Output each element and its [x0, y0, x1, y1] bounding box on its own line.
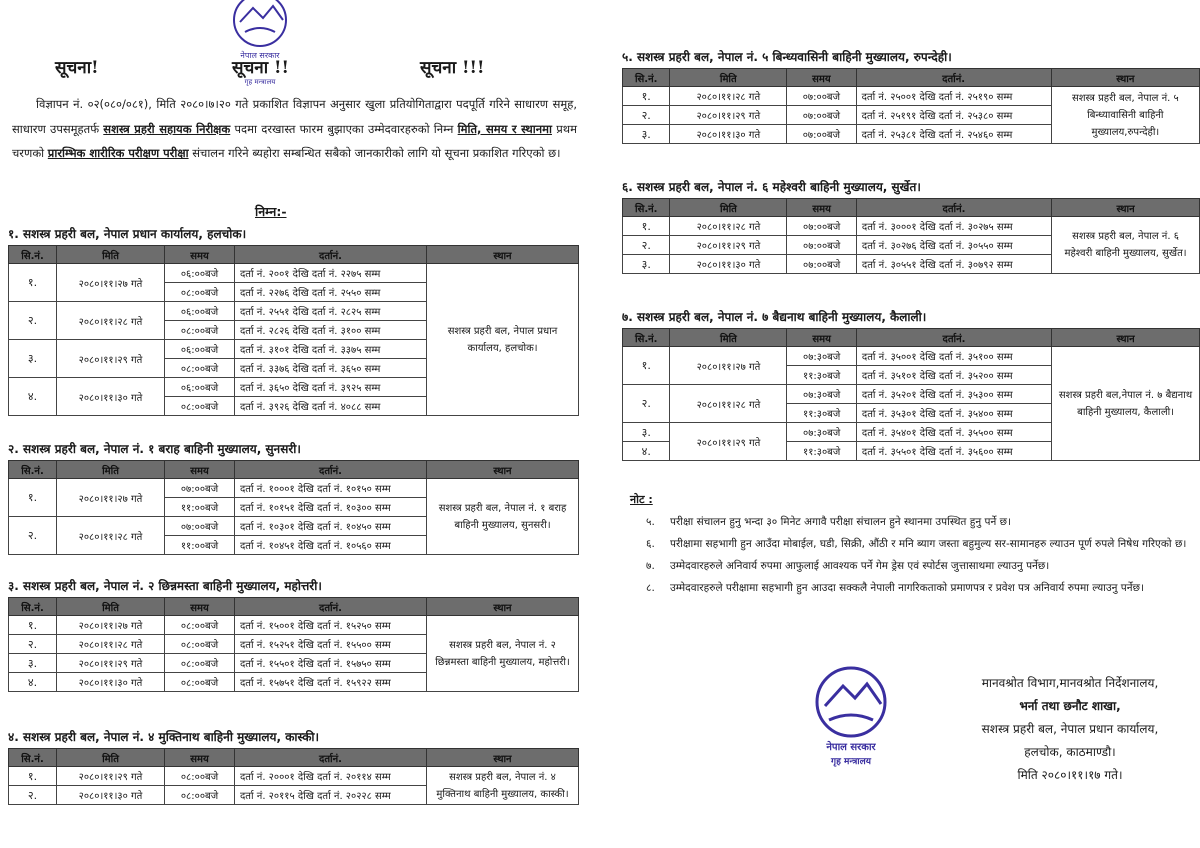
exam-date: २०८०।११।२७ गते [57, 616, 165, 635]
column-header: दर्तानं. [235, 598, 427, 616]
schedule-table [622, 198, 1200, 274]
registration-range: दर्ता नं. ३०५५१ देखि दर्ता नं. ३०७९२ सम्म [856, 255, 1051, 274]
exam-time: ११:३०बजे [787, 442, 856, 461]
column-header: दर्तानं. [856, 199, 1051, 217]
note-text: परीक्षा संचालन हुनु भन्दा ३० मिनेट अगावै परीक्षा संचालन हुने स्थानमा उपस्थित हुनु पर्ने छ। [670, 516, 1011, 528]
serial-number: २. [9, 517, 57, 555]
exam-date: २०८०।११।२८ गते [57, 635, 165, 654]
registration-range: दर्ता नं. ३९२६ देखि दर्ता नं. ४०८८ सम्म [235, 397, 427, 416]
schedule-section [8, 577, 579, 692]
registration-range: दर्ता नं. १०००१ देखि दर्ता नं. १०१५० सम्म [235, 479, 427, 498]
exam-date: २०८०।११।३० गते [57, 378, 165, 416]
note-text: परीक्षामा सहभागी हुन आउँदा मोबाईल, घडी, सिक्री, औंठी र मनि ब्याग जस्ता बहुमुल्य सर-सामानहरु ल्याउन पूर्ण रुपले निषेध गरिएको छ। [670, 538, 1187, 550]
exam-date: २०८०।११।३० गते [670, 125, 787, 144]
exam-time: ०७:००बजे [165, 479, 235, 498]
column-header: सि.नं. [9, 246, 57, 264]
exam-time: ०८:००बजे [165, 397, 235, 416]
notice-label: सूचना! [55, 58, 99, 78]
section-title: ६. सशस्त्र प्रहरी बल, नेपाल नं. ६ महेश्वरी बाहिनी मुख्यालय, सुर्खेत। [622, 180, 921, 194]
signature-line: सशस्त्र प्रहरी बल, नेपाल प्रधान कार्यालय, [981, 722, 1159, 736]
exam-date: २०८०।११।३० गते [57, 786, 165, 805]
schedule-table [622, 68, 1200, 144]
notice-header [0, 55, 600, 85]
serial-number: १. [9, 616, 57, 635]
serial-number: २. [9, 635, 57, 654]
schedule-table [8, 748, 579, 805]
table-header-row [9, 461, 579, 479]
exam-date: २०८०।११।२८ गते [670, 385, 787, 423]
column-header: मिति [670, 329, 787, 347]
exam-time: ०७:००बजे [787, 255, 856, 274]
post-name: सशस्त्र प्रहरी सहायक निरीक्षक [103, 121, 231, 136]
official-seal-icon [205, 0, 315, 100]
table-row [623, 87, 1200, 106]
stamp-text: नेपाल सरकार [240, 51, 280, 60]
column-header: समय [165, 598, 235, 616]
registration-range: दर्ता नं. २५००१ देखि दर्ता नं. २५१९० सम्म [856, 87, 1051, 106]
note-item [646, 555, 1190, 577]
exam-date: २०८०।११।२७ गते [670, 347, 787, 385]
exam-time: ०८:००बजे [165, 321, 235, 340]
exam-time: ०७:००बजे [787, 87, 856, 106]
signature-block [945, 672, 1195, 787]
exam-time: ०८:००बजे [165, 673, 235, 692]
column-header: समय [787, 329, 856, 347]
column-header: सि.नं. [623, 69, 670, 87]
column-header: सि.नं. [9, 461, 57, 479]
exam-venue: सशस्त्र प्रहरी बल, नेपाल नं. २ छिन्नमस्ता बाहिनी मुख्यालय, महोत्तरी। [427, 616, 579, 692]
schedule-section [622, 48, 1200, 144]
column-header: सि.नं. [623, 329, 670, 347]
exam-time: ०७:००बजे [787, 217, 856, 236]
column-header: मिति [57, 749, 165, 767]
registration-range: दर्ता नं. २००१ देखि दर्ता नं. २२७५ सम्म [235, 264, 427, 283]
registration-range: दर्ता नं. ३०००१ देखि दर्ता नं. ३०२७५ सम्म [856, 217, 1051, 236]
column-header: समय [165, 461, 235, 479]
notice-label: सूचना !!! [420, 58, 485, 78]
exam-time: ०६:००बजे [165, 264, 235, 283]
table-row [9, 479, 579, 498]
exam-venue: सशस्त्र प्रहरी बल,नेपाल नं. ७ बैद्यनाथ बाहिनी मुख्यालय, कैलाली। [1052, 347, 1200, 461]
column-header: दर्तानं. [235, 246, 427, 264]
signature-line: हलचोक, काठमाण्डौ। [1024, 745, 1116, 759]
registration-range: दर्ता नं. २५१९१ देखि दर्ता नं. २५३८० सम्म [856, 106, 1051, 125]
registration-range: दर्ता नं. २०००१ देखि दर्ता नं. २०११४ सम्म [235, 767, 427, 786]
exam-venue: सशस्त्र प्रहरी बल, नेपाल नं. ५ बिन्ध्यावासिनी बाहिनी मुख्यालय,रुपन्देही। [1051, 87, 1199, 144]
exam-venue: सशस्त्र प्रहरी बल, नेपाल नं. १ बराह बाहिनी मुख्यालय, सुनसरी। [427, 479, 579, 555]
registration-range: दर्ता नं. ३५२०१ देखि दर्ता नं. ३५३०० सम्म [856, 385, 1051, 404]
when-where: मिति, समय र स्थानमा [457, 121, 552, 136]
exam-venue: सशस्त्र प्रहरी बल, नेपाल नं. ६ महेश्वरी बाहिनी मुख्यालय, सुर्खेत। [1052, 217, 1200, 274]
note-number: ५. [646, 516, 655, 528]
column-header: स्थान [427, 246, 579, 264]
registration-range: दर्ता नं. १०४५१ देखि दर्ता नं. १०५६० सम्म [235, 536, 427, 555]
section-title: १. सशस्त्र प्रहरी बल, नेपाल प्रधान कार्यालय, हलचोक। [8, 227, 247, 241]
column-header: स्थान [427, 598, 579, 616]
registration-range: दर्ता नं. २०११५ देखि दर्ता नं. २०२२८ सम्म [235, 786, 427, 805]
exam-date: २०८०।११।२८ गते [670, 217, 787, 236]
table-header-row [9, 246, 579, 264]
registration-range: दर्ता नं. ३१०१ देखि दर्ता नं. ३३७५ सम्म [235, 340, 427, 359]
serial-number: १. [9, 479, 57, 517]
registration-range: दर्ता नं. ३५१०१ देखि दर्ता नं. ३५२०० सम्म [856, 366, 1051, 385]
registration-range: दर्ता नं. ३५३०१ देखि दर्ता नं. ३५४०० सम्म [856, 404, 1051, 423]
column-header: मिति [670, 199, 787, 217]
note-number: ६. [646, 538, 655, 550]
serial-number: ३. [623, 125, 670, 144]
registration-range: दर्ता नं. २५५१ देखि दर्ता नं. २८२५ सम्म [235, 302, 427, 321]
column-header: मिति [57, 246, 165, 264]
table-row [623, 217, 1200, 236]
exam-time: ०६:००बजे [165, 340, 235, 359]
exam-date: २०८०।११।२८ गते [57, 302, 165, 340]
exam-time: ०८:००बजे [165, 767, 235, 786]
column-header: समय [165, 246, 235, 264]
exam-time: ०८:००बजे [165, 283, 235, 302]
exam-time: ०७:००बजे [787, 106, 856, 125]
notes-list [630, 511, 1190, 599]
table-row [9, 264, 579, 283]
stamp-text: गृह मन्त्रालय [831, 757, 871, 767]
exam-time: ०७:००बजे [787, 236, 856, 255]
column-header: सि.नं. [9, 749, 57, 767]
column-header: समय [787, 69, 856, 87]
schedule-table [622, 328, 1200, 461]
exam-time: ११:३०बजे [787, 404, 856, 423]
table-row [9, 616, 579, 635]
registration-range: दर्ता नं. १०३०१ देखि दर्ता नं. १०४५० सम्म [235, 517, 427, 536]
table-header-row [623, 69, 1200, 87]
serial-number: २. [9, 302, 57, 340]
schedule-table [8, 245, 579, 416]
table-header-row [623, 329, 1200, 347]
serial-number: ४. [623, 442, 670, 461]
exam-date: २०८०।११।२७ गते [57, 264, 165, 302]
exam-venue: सशस्त्र प्रहरी बल, नेपाल नं. ४ मुक्तिनाथ बाहिनी मुख्यालय, कास्की। [427, 767, 579, 805]
exam-time: ०६:००बजे [165, 378, 235, 397]
registration-range: दर्ता नं. ३३७६ देखि दर्ता नं. ३६५० सम्म [235, 359, 427, 378]
column-header: समय [787, 199, 856, 217]
exam-time: ११:००बजे [165, 498, 235, 517]
table-header-row [9, 749, 579, 767]
table-row [623, 347, 1200, 366]
exam-date: २०८०।११।२९ गते [57, 654, 165, 673]
schedule-section [8, 440, 579, 555]
signature-date: मिति २०८०।११।१७ गते। [1017, 768, 1123, 782]
serial-number: २. [9, 786, 57, 805]
exam-time: ११:००बजे [165, 536, 235, 555]
schedule-section [622, 178, 1200, 274]
exam-date: २०८०।११।२९ गते [57, 767, 165, 786]
official-seal-icon [785, 660, 925, 795]
serial-number: १. [9, 264, 57, 302]
column-header: समय [165, 749, 235, 767]
exam-date: २०८०।११।२८ गते [57, 517, 165, 555]
column-header: स्थान [1052, 329, 1200, 347]
registration-range: दर्ता नं. ३५००१ देखि दर्ता नं. ३५१०० सम्म [856, 347, 1051, 366]
exam-date: २०८०।११।२८ गते [670, 87, 787, 106]
column-header: दर्तानं. [856, 69, 1051, 87]
registration-range: दर्ता नं. ३५४०१ देखि दर्ता नं. ३५५०० सम्म [856, 423, 1051, 442]
exam-time: ०७:३०बजे [787, 385, 856, 404]
serial-number: २. [623, 106, 670, 125]
registration-range: दर्ता नं. १५७५१ देखि दर्ता नं. १५९२२ सम्म [235, 673, 427, 692]
intro-text: संचालन गरिने ब्यहोरा सम्बन्धित सबैको जानकारीको लागि यो सूचना प्रकाशित गरिएको छ। [188, 146, 561, 160]
serial-number: १. [623, 87, 670, 106]
exam-time: ०८:००बजे [165, 654, 235, 673]
intro-text: प्रथम चरणको [12, 121, 577, 160]
schedule-table [8, 597, 579, 692]
exam-date: २०८०।११।३० गते [670, 255, 787, 274]
serial-number: ३. [9, 654, 57, 673]
column-header: दर्तानं. [235, 461, 427, 479]
note-text: उम्मेदवारहरुले अनिवार्य रुपमा आफुलाई आवश्यक पर्ने गेम ड्रेस एवं स्पोर्टस जुत्तासाथमा ल्याउनु पर्नेछ। [670, 560, 1050, 572]
column-header: स्थान [427, 461, 579, 479]
section-title: ४. सशस्त्र प्रहरी बल, नेपाल नं. ४ मुक्तिनाथ बाहिनी मुख्यालय, कास्की। [8, 730, 320, 744]
exam-name: प्रारम्भिक शारीरिक परीक्षण परीक्षा [47, 146, 189, 160]
serial-number: १. [623, 347, 670, 385]
table-row [9, 767, 579, 786]
note-number: ७. [646, 560, 655, 572]
column-header: मिति [57, 461, 165, 479]
registration-range: दर्ता नं. १५५०१ देखि दर्ता नं. १५७५० सम्म [235, 654, 427, 673]
section-title: ३. सशस्त्र प्रहरी बल, नेपाल नं. २ छिन्नमस्ता बाहिनी मुख्यालय, महोत्तरी। [8, 579, 322, 593]
registration-range: दर्ता नं. १०१५१ देखि दर्ता नं. १०३०० सम्म [235, 498, 427, 517]
note-item [646, 533, 1190, 555]
exam-date: २०८०।११।२९ गते [670, 236, 787, 255]
exam-date: २०८०।११।२९ गते [670, 423, 787, 461]
note-item [646, 511, 1190, 533]
column-header: स्थान [427, 749, 579, 767]
registration-range: दर्ता नं. ३५५०१ देखि दर्ता नं. ३५६०० सम्म [856, 442, 1051, 461]
registration-range: दर्ता नं. २२७६ देखि दर्ता नं. २५५० सम्म [235, 283, 427, 302]
serial-number: १. [9, 767, 57, 786]
column-header: स्थान [1051, 69, 1199, 87]
serial-number: ३. [623, 423, 670, 442]
intro-text: विज्ञापन नं. ०२(०८०/०८१), मिति २०८०।७।२० गते प्रकाशित विज्ञापन अनुसार खुला प्रतियोगिताद्वारा पदपूर्ति गरिने साधारण समूह, साधारण उपसमूहतर्फ [12, 97, 577, 136]
column-header: स्थान [1052, 199, 1200, 217]
serial-number: ३. [623, 255, 670, 274]
serial-number: ४. [9, 673, 57, 692]
schedule-table [8, 460, 579, 555]
intro-paragraph [12, 92, 577, 166]
exam-time: ०७:००बजे [165, 517, 235, 536]
note-item [646, 577, 1190, 599]
exam-date: २०८०।११।२९ गते [57, 340, 165, 378]
signature-line: मानवश्रोत विभाग,मानवश्रोत निर्देशनालय, [981, 676, 1159, 690]
registration-range: दर्ता नं. ३६५० देखि दर्ता नं. ३९२५ सम्म [235, 378, 427, 397]
exam-time: ०८:००बजे [165, 786, 235, 805]
section-title: २. सशस्त्र प्रहरी बल, नेपाल नं. १ बराह बाहिनी मुख्यालय, सुनसरी। [8, 442, 301, 456]
column-header: मिति [670, 69, 787, 87]
column-header: सि.नं. [9, 598, 57, 616]
section-title: ५. सशस्त्र प्रहरी बल, नेपाल नं. ५ बिन्ध्यवासिनी बाहिनी मुख्यालय, रुपन्देही। [622, 50, 952, 64]
registration-range: दर्ता नं. १५२५१ देखि दर्ता नं. १५५०० सम्म [235, 635, 427, 654]
exam-venue: सशस्त्र प्रहरी बल, नेपाल प्रधान कार्यालय, हलचोक। [427, 264, 579, 416]
schedule-section [622, 308, 1200, 461]
note-text: उम्मेदवारहरुले परीक्षामा सहभागी हुन आउदा सक्कलै नेपाली नागरिकताको प्रमाणपत्र र प्रवेश पत्र अनिवार्य रुपमा ल्याउनु पर्नेछ। [670, 582, 1144, 594]
notes-section [630, 492, 1190, 599]
exam-time: ०८:००बजे [165, 359, 235, 378]
table-header-row [623, 199, 1200, 217]
schedule-section [8, 225, 579, 416]
table-header-row [9, 598, 579, 616]
exam-time: ०६:००बजे [165, 302, 235, 321]
stamp-text: गृह मन्त्रालय [244, 78, 276, 86]
serial-number: २. [623, 236, 670, 255]
exam-time: ०७:००बजे [787, 125, 856, 144]
stamp-text: नेपाल सरकार [826, 742, 876, 753]
exam-time: ०७:३०बजे [787, 423, 856, 442]
serial-number: ३. [9, 340, 57, 378]
section-title: ७. सशस्त्र प्रहरी बल, नेपाल नं. ७ बैद्यनाथ बाहिनी मुख्यालय, कैलाली। [622, 310, 927, 324]
registration-range: दर्ता नं. २५३८१ देखि दर्ता नं. २५४६० सम्म [856, 125, 1051, 144]
column-header: दर्तानं. [856, 329, 1051, 347]
notes-title: नोट : [630, 493, 653, 506]
serial-number: १. [623, 217, 670, 236]
exam-time: ११:३०बजे [787, 366, 856, 385]
exam-date: २०८०।११।३० गते [57, 673, 165, 692]
signature-line: भर्ना तथा छनौट शाखा, [1019, 699, 1121, 713]
registration-range: दर्ता नं. ३०२७६ देखि दर्ता नं. ३०५५० सम्म [856, 236, 1051, 255]
note-number: ८. [646, 582, 655, 594]
list-heading: निम्न:- [255, 204, 287, 219]
exam-time: ०७:३०बजे [787, 347, 856, 366]
schedule-section [8, 728, 579, 805]
notice-label: सूचना !! [232, 58, 289, 78]
column-header: दर्तानं. [235, 749, 427, 767]
serial-number: २. [623, 385, 670, 423]
exam-time: ०८:००बजे [165, 616, 235, 635]
intro-text: पदमा दरखास्त फारम बुझाएका उम्मेदवारहरुको निम्न [230, 121, 458, 136]
exam-date: २०८०।११।२७ गते [57, 479, 165, 517]
registration-range: दर्ता नं. १५००१ देखि दर्ता नं. १५२५० सम्म [235, 616, 427, 635]
exam-time: ०८:००बजे [165, 635, 235, 654]
column-header: मिति [57, 598, 165, 616]
serial-number: ४. [9, 378, 57, 416]
exam-date: २०८०।११।२९ गते [670, 106, 787, 125]
registration-range: दर्ता नं. २८२६ देखि दर्ता नं. ३१०० सम्म [235, 321, 427, 340]
column-header: सि.नं. [623, 199, 670, 217]
